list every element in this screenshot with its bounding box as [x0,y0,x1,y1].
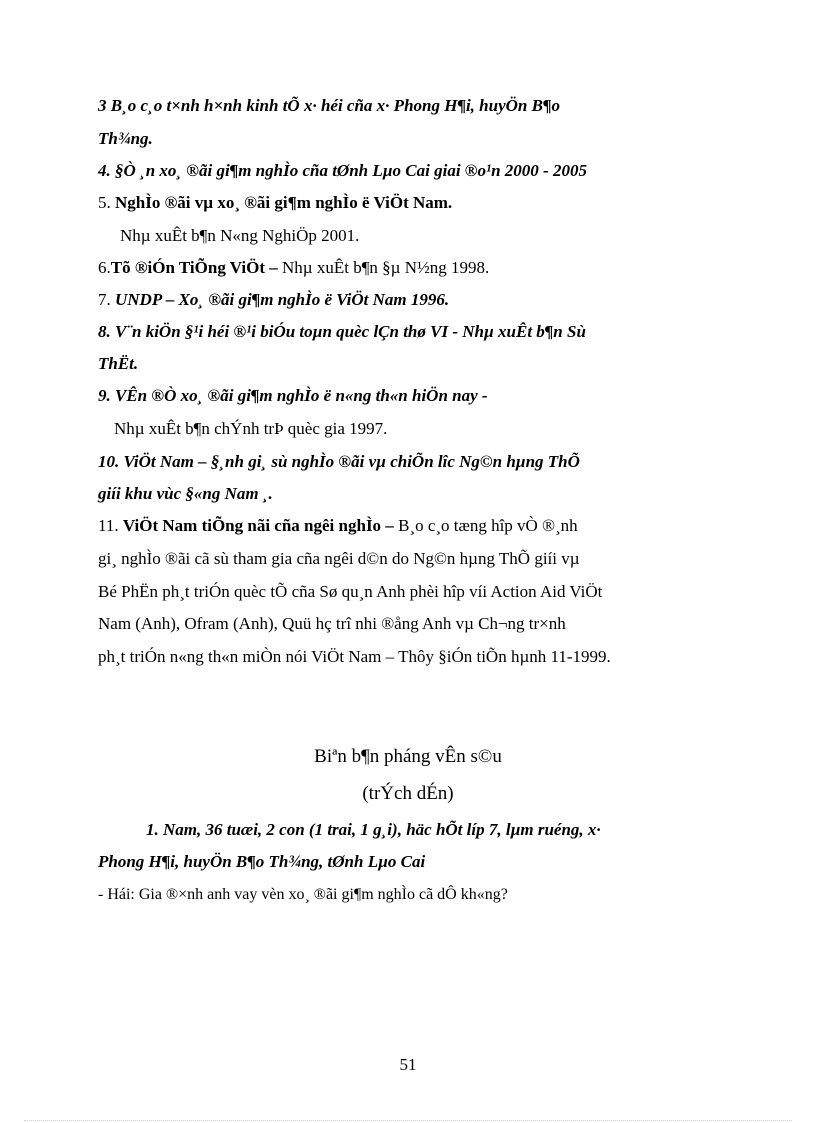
reference-text: Bé PhËn ph¸t triÓn quèc tÕ cña Sø qu¸n Anh phèi hîp víi Action Aid ViÖt [98,582,603,601]
interview-subtitle-text: (trÝch dÉn) [362,783,454,804]
reference-text: gi¸ nghÌo ®ãi cã sù tham gia cña ngêi d©n do Ng©n hµng ThÕ giíi vµ [98,549,580,568]
reference-11-line-4 [98,613,566,635]
reference-text: Nhµ xuÊt b¶n chÝnh trÞ quèc gia 1997. [114,419,388,438]
reference-11 [98,515,578,537]
reference-number: 9. [98,386,111,405]
reference-11-line-5 [98,646,611,668]
reference-3-continued [98,128,153,150]
reference-text: ph¸t triÓn n«ng th«n miÒn nói ViÖt Nam – Thôy §iÓn tiÕn hµnh 11-1999. [98,647,611,666]
reference-8 [98,321,586,343]
reference-11-line-3 [98,581,602,603]
reference-3 [98,95,560,117]
interview-question-text: - Hái: Gia ®×nh anh vay vèn xo¸ ®ãi gi¶m nghÌo cã dÔ kh«ng? [98,886,508,903]
interview-subject-line-2 [98,851,425,873]
reference-number: 11. [98,516,119,535]
reference-11-line-2 [98,548,580,570]
page-bottom-border [24,1120,792,1121]
interview-title-text: Biªn b¶n pháng vÊn s©u [314,746,502,767]
reference-7 [98,289,449,311]
reference-title: Tõ ®iÓn TiÕng ViÖt – [110,258,278,277]
interview-question [98,884,508,906]
reference-text: ViÖt Nam – §¸nh gi¸ sù nghÌo ®ãi vµ chiÕn lîc Ng©n hµng ThÕ [123,452,580,471]
reference-number: 3 [98,96,107,115]
reference-text: Nhµ xuÊt b¶n §µ N½ng 1998. [277,258,490,277]
reference-number: 10. [98,452,120,471]
reference-text: Nam (Anh), Ofram (Anh), Quü hç trî nhi ®ång Anh vµ Ch¬ng tr×nh [98,614,566,633]
reference-text: VÊn ®Ò xo¸ ®ãi gi¶m nghÌo ë n«ng th«n hiÖn nay - [115,386,488,405]
interview-subject-line-1 [146,819,601,841]
reference-text: Th¾ng. [98,129,153,148]
reference-text: B¸o c¸o t×nh h×nh kinh tÕ x· héi cña x· Phong H¶i, huyÖn B¶o [110,96,560,115]
reference-number: 6. [98,258,111,277]
reference-number: 7. [98,290,111,309]
interview-subject-text: Phong H¶i, huyÖn B¶o Th¾ng, tØnh Lµo Cai [98,852,426,871]
reference-9 [98,385,488,407]
reference-number: 4. [98,161,111,180]
reference-text: Nhµ xuÊt b¶n N«ng NghiÖp 2001. [120,226,360,245]
reference-title: UNDP – Xo¸ ®ãi gi¶m nghÌo ë ViÖt Nam 1996. [115,290,450,309]
reference-text: ThËt. [98,354,139,373]
interview-subtitle [0,783,816,805]
page-number: 51 [399,1055,417,1074]
reference-10 [98,451,580,473]
reference-text: B¸o c¸o tæng hîp vÒ ®¸nh [393,516,578,535]
reference-10-continued [98,483,273,505]
reference-5 [98,192,452,214]
reference-9-publisher [114,418,387,440]
reference-4 [98,160,587,182]
interview-subject-text: 1. Nam, 36 tuæi, 2 con (1 trai, 1 g¸i), häc hÕt líp 7, lµm ruéng, x· [146,820,601,839]
reference-title: NghÌo ®ãi vµ xo¸ ®ãi gi¶m nghÌo ë ViÖt Nam. [115,193,453,212]
reference-6 [98,257,489,279]
reference-8-continued [98,353,138,375]
reference-text: V¨n kiÖn §¹i héi ®¹i biÓu toµn quèc lÇn thø VI - Nhµ xuÊt b¶n Sù [115,322,586,341]
reference-title: ViÖt Nam tiÕng nãi cña ngêi nghÌo – [122,516,394,535]
reference-number: 8. [98,322,111,341]
reference-text: giíi khu vùc §«ng Nam ¸. [98,484,273,503]
reference-number: 5. [98,193,111,212]
reference-5-publisher [120,225,359,247]
interview-title [0,746,816,768]
reference-text: §Ò ¸n xo¸ ®ãi gi¶m nghÌo cña tØnh Lµo Cai giai ®o¹n 2000 - 2005 [115,161,587,180]
